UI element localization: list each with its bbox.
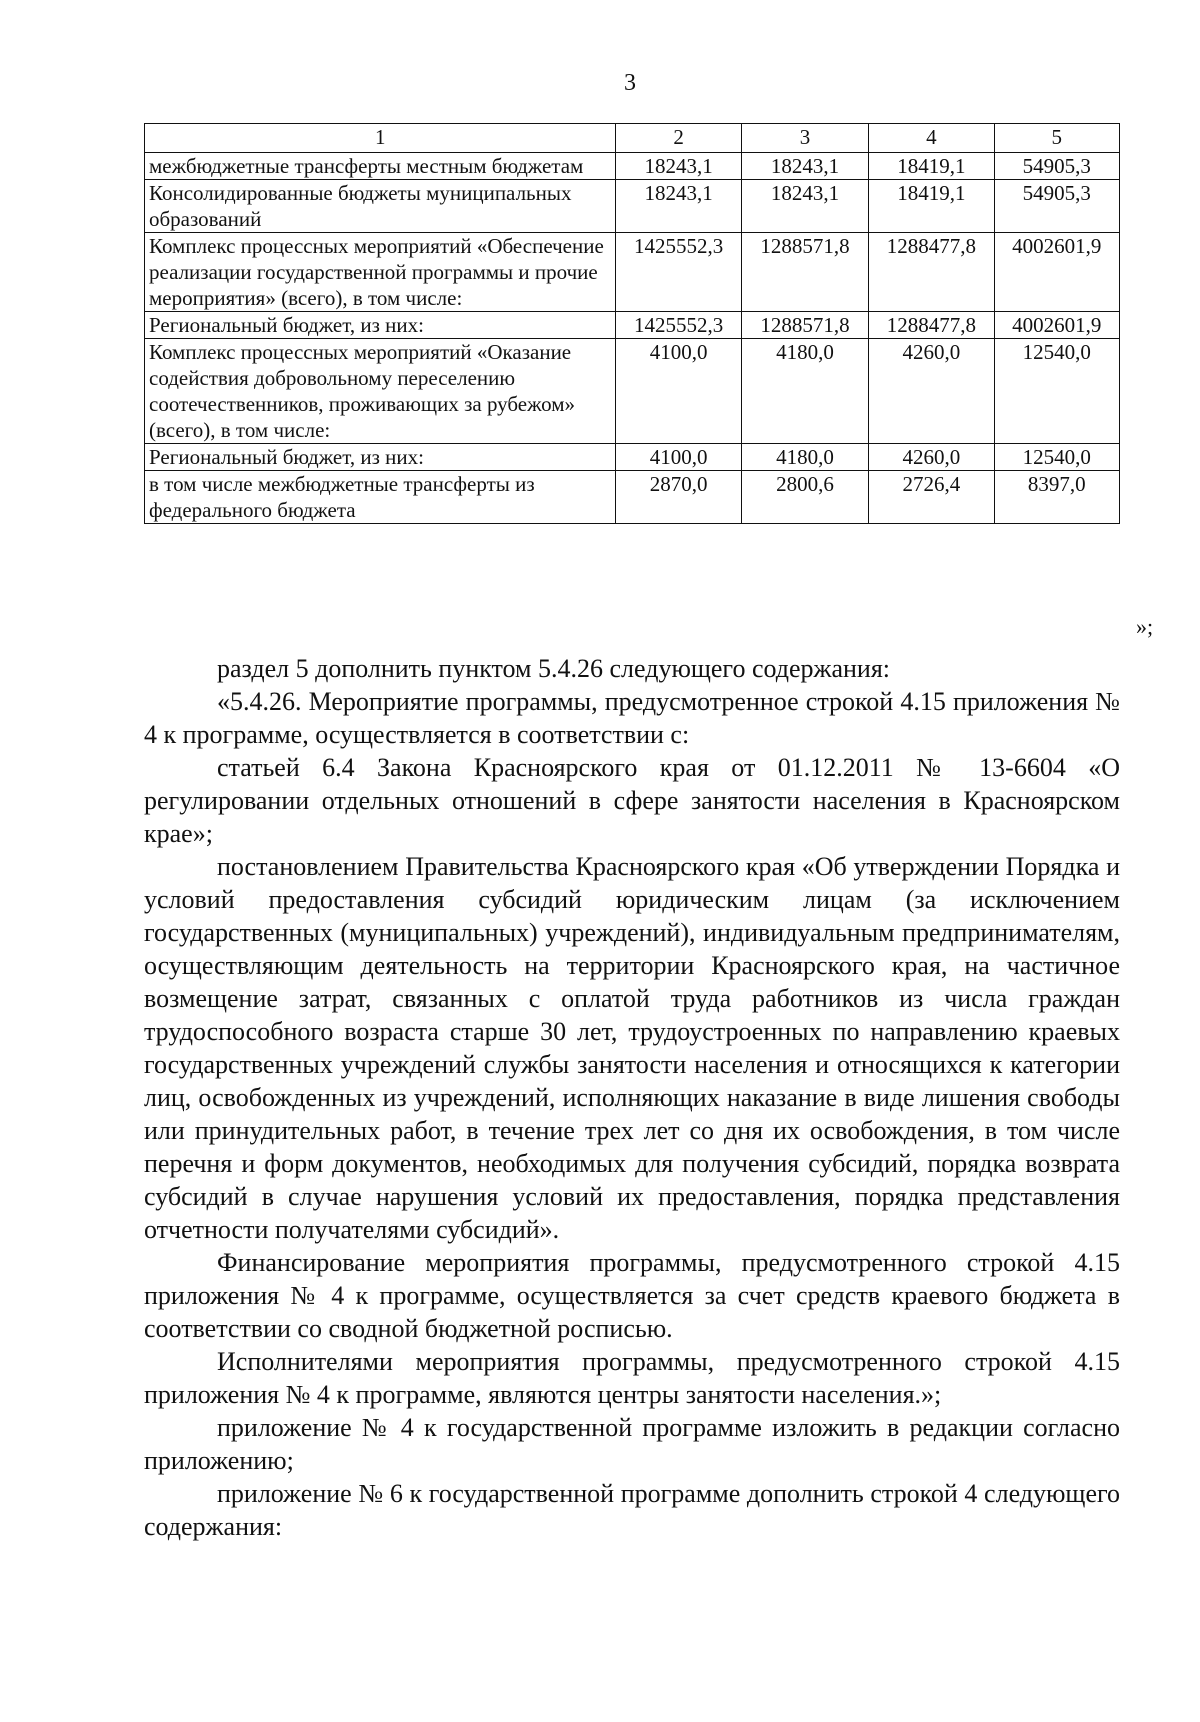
row-label: Комплекс процессных мероприятий «Оказание содействия добровольному переселению соотечественников, проживающих за рубежом» (всего), в том числе: bbox=[145, 339, 616, 444]
cell-value: 1288571,8 bbox=[741, 312, 868, 339]
cell-value: 18243,1 bbox=[616, 153, 741, 180]
cell-value: 4180,0 bbox=[741, 339, 868, 444]
cell-value: 18243,1 bbox=[616, 180, 741, 233]
cell-value: 12540,0 bbox=[994, 339, 1119, 444]
cell-value: 1288477,8 bbox=[869, 312, 994, 339]
paragraph: «5.4.26. Мероприятие программы, предусмотренное строкой 4.15 приложения № 4 к программе, осуществляется в соответствии с: bbox=[144, 687, 1120, 749]
cell-value: 18243,1 bbox=[741, 180, 868, 233]
cell-value: 18419,1 bbox=[869, 180, 994, 233]
table-header-row bbox=[145, 124, 1120, 153]
column-header: 2 bbox=[616, 124, 741, 153]
cell-value: 12540,0 bbox=[994, 444, 1119, 471]
cell-value: 4260,0 bbox=[869, 444, 994, 471]
cell-value: 8397,0 bbox=[994, 471, 1119, 524]
cell-value: 4100,0 bbox=[616, 339, 741, 444]
paragraph: приложение № 4 к государственной программе изложить в редакции согласно приложению; bbox=[144, 1413, 1120, 1475]
row-label: в том числе межбюджетные трансферты из федерального бюджета bbox=[145, 471, 616, 524]
table-row bbox=[145, 312, 1120, 339]
row-label: межбюджетные трансферты местным бюджетам bbox=[145, 153, 616, 180]
cell-value: 54905,3 bbox=[994, 180, 1119, 233]
cell-value: 2870,0 bbox=[616, 471, 741, 524]
column-header: 5 bbox=[994, 124, 1119, 153]
table-row bbox=[145, 471, 1120, 524]
cell-value: 18419,1 bbox=[869, 153, 994, 180]
cell-value: 4002601,9 bbox=[994, 233, 1119, 312]
cell-value: 4180,0 bbox=[741, 444, 868, 471]
paragraph: приложение № 6 к государственной программе дополнить строкой 4 следующего содержания: bbox=[144, 1479, 1120, 1541]
paragraph: статьей 6.4 Закона Красноярского края от 01.12.2011 № 13-6604 «О регулировании отдельных отношений в сфере занятости населения в Красноярском крае»; bbox=[144, 753, 1120, 848]
cell-value: 18243,1 bbox=[741, 153, 868, 180]
column-header: 1 bbox=[145, 124, 616, 153]
cell-value: 4260,0 bbox=[869, 339, 994, 444]
row-label: Региональный бюджет, из них: bbox=[145, 444, 616, 471]
cell-value: 54905,3 bbox=[994, 153, 1119, 180]
column-header: 4 bbox=[869, 124, 994, 153]
row-label: Комплекс процессных мероприятий «Обеспечение реализации государственной программы и прочие мероприятия» (всего), в том числе: bbox=[145, 233, 616, 312]
table-row bbox=[145, 180, 1120, 233]
cell-value: 1288571,8 bbox=[741, 233, 868, 312]
table-row bbox=[145, 153, 1120, 180]
document-body bbox=[144, 652, 1120, 1543]
budget-table bbox=[144, 123, 1120, 524]
cell-value: 2726,4 bbox=[869, 471, 994, 524]
paragraph: раздел 5 дополнить пунктом 5.4.26 следующего содержания: bbox=[217, 654, 891, 683]
page-number: 3 bbox=[624, 70, 636, 96]
table-row bbox=[145, 444, 1120, 471]
row-label: Консолидированные бюджеты муниципальных образований bbox=[145, 180, 616, 233]
table-row bbox=[145, 233, 1120, 312]
row-label: Региональный бюджет, из них: bbox=[145, 312, 616, 339]
cell-value: 4100,0 bbox=[616, 444, 741, 471]
cell-value: 1288477,8 bbox=[869, 233, 994, 312]
column-header: 3 bbox=[741, 124, 868, 153]
paragraph: постановлением Правительства Красноярского края «Об утверждении Порядка и условий предоставления субсидий юридическим лицам (за исключением государственных (муниципальных) учреждений), индивидуальным предпринимателям, осуществляющим деятельность на территории Красноярского края, на частичное возмещение затрат, связанных с оплатой труда работников из числа граждан трудоспособного возраста старше 30 лет, трудоустроенных по направлению краевых государственных учреждений службы занятости населения и относящихся к категории лиц, освобожденных из учреждений, исполняющих наказание в виде лишения свободы или принудительных работ, в течение трех лет со дня их освобождения, в том числе перечня и форм документов, необходимых для получения субсидий, порядка возврата субсидий в случае нарушения условий их предоставления, порядка представления отчетности получателями субсидий». bbox=[144, 852, 1120, 1244]
paragraph: Финансирование мероприятия программы, предусмотренного строкой 4.15 приложения № 4 к программе, осуществляется за счет средств краевого бюджета в соответствии со сводной бюджетной росписью. bbox=[144, 1248, 1120, 1343]
cell-value: 1425552,3 bbox=[616, 312, 741, 339]
table-closing-quote: »; bbox=[1136, 614, 1154, 639]
cell-value: 2800,6 bbox=[741, 471, 868, 524]
cell-value: 1425552,3 bbox=[616, 233, 741, 312]
table-row bbox=[145, 339, 1120, 444]
cell-value: 4002601,9 bbox=[994, 312, 1119, 339]
paragraph: Исполнителями мероприятия программы, предусмотренного строкой 4.15 приложения № 4 к программе, являются центры занятости населения.»; bbox=[144, 1347, 1120, 1409]
